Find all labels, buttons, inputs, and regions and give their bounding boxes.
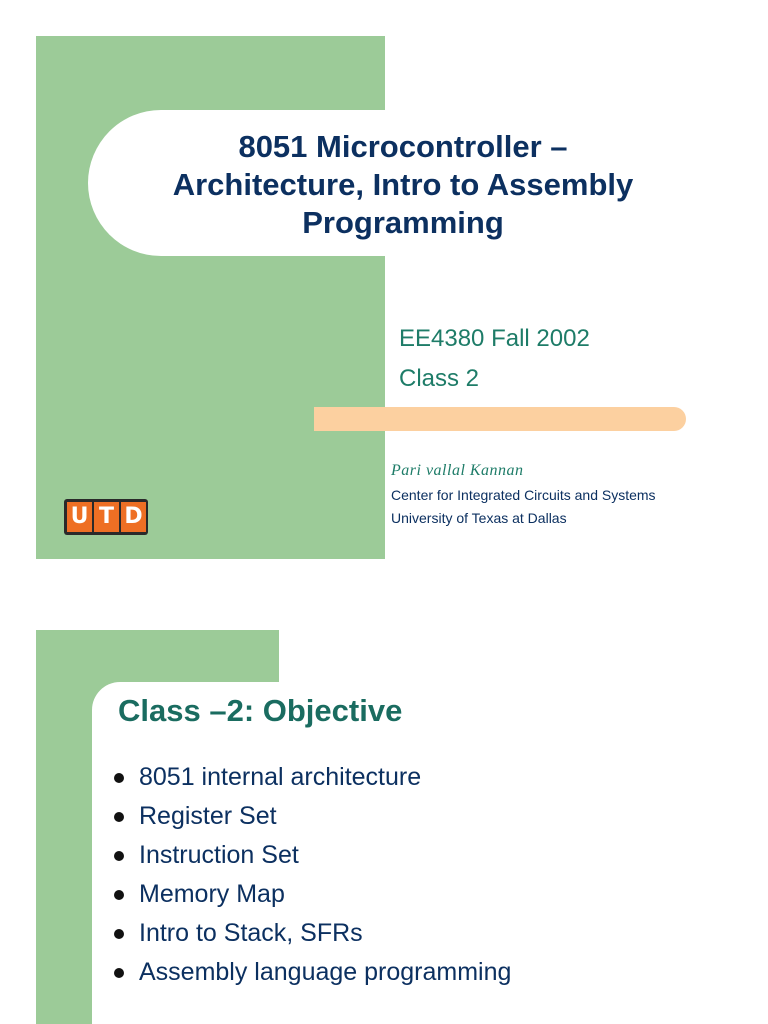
list-item-text: Intro to Stack, SFRs xyxy=(139,919,363,947)
list-item-text: Memory Map xyxy=(139,880,285,908)
title-line-3: Programming xyxy=(302,205,504,240)
affiliation-center: Center for Integrated Circuits and Systems xyxy=(391,487,656,503)
slide-2 xyxy=(0,580,768,1024)
bullet-icon xyxy=(114,968,124,978)
bullet-icon xyxy=(114,812,124,822)
list-item-text: Instruction Set xyxy=(139,841,299,869)
list-item xyxy=(112,955,511,994)
author-name: Pari vallal Kannan xyxy=(391,462,524,479)
slide-2-title: Class –2: Objective xyxy=(118,693,403,728)
logo-letter-u: U xyxy=(67,502,92,532)
list-item xyxy=(112,799,511,838)
course-label: EE4380 Fall 2002 xyxy=(399,325,590,352)
logo-letter-t: T xyxy=(94,502,119,532)
list-item-text: Assembly language programming xyxy=(139,958,512,986)
bullet-icon xyxy=(114,929,124,939)
list-item-text: 8051 internal architecture xyxy=(139,763,422,791)
list-item xyxy=(112,916,511,955)
title-line-2: Architecture, Intro to Assembly xyxy=(172,167,634,202)
bullet-icon xyxy=(114,890,124,900)
utd-logo xyxy=(64,499,148,535)
affiliation-university: University of Texas at Dallas xyxy=(391,510,567,526)
objective-list xyxy=(112,760,511,994)
list-item xyxy=(112,838,511,877)
list-item-text: Register Set xyxy=(139,802,277,830)
class-label: Class 2 xyxy=(399,365,480,392)
logo-letter-d: D xyxy=(121,502,146,532)
bullet-icon xyxy=(114,773,124,783)
bullet-icon xyxy=(114,851,124,861)
list-item xyxy=(112,877,511,916)
list-item xyxy=(112,760,511,799)
title-line-1: 8051 Microcontroller – xyxy=(238,129,568,164)
orange-divider-bar xyxy=(314,407,686,431)
slide-1-title xyxy=(118,128,688,242)
